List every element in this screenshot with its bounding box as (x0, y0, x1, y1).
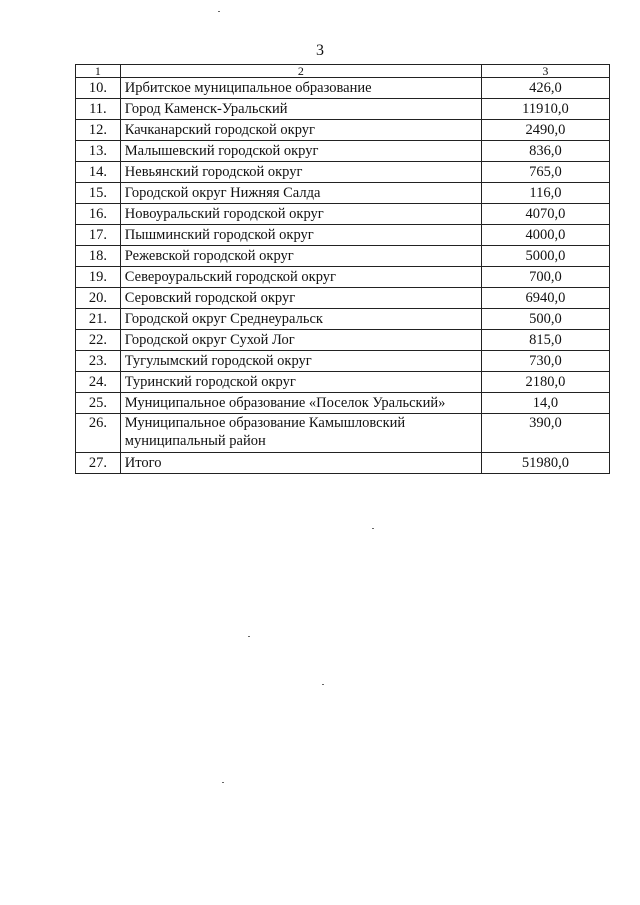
row-number: 21. (76, 309, 121, 330)
row-value: 4070,0 (481, 204, 609, 225)
row-value: 2490,0 (481, 120, 609, 141)
scan-speck (372, 528, 374, 529)
row-value: 5000,0 (481, 246, 609, 267)
table-row (76, 141, 610, 162)
row-name: Малышевский городской округ (120, 141, 481, 162)
table-row (76, 78, 610, 99)
row-number: 13. (76, 141, 121, 162)
row-value: 6940,0 (481, 288, 609, 309)
row-number: 18. (76, 246, 121, 267)
row-name: Муниципальное образование «Поселок Уральский» (120, 393, 481, 414)
scan-speck (222, 782, 224, 783)
table-row (76, 246, 610, 267)
row-number: 24. (76, 372, 121, 393)
row-value: 51980,0 (481, 453, 609, 474)
row-value: 815,0 (481, 330, 609, 351)
table-row (76, 120, 610, 141)
row-value: 2180,0 (481, 372, 609, 393)
row-number: 15. (76, 183, 121, 204)
table-row (76, 330, 610, 351)
table-row (76, 183, 610, 204)
table-row (76, 351, 610, 372)
page-number: 3 (316, 42, 324, 59)
row-value: 4000,0 (481, 225, 609, 246)
table-row-total (76, 453, 610, 474)
scan-speck (218, 11, 220, 12)
row-number: 23. (76, 351, 121, 372)
row-value: 836,0 (481, 141, 609, 162)
table-row (76, 372, 610, 393)
row-name: Городской округ Нижняя Салда (120, 183, 481, 204)
row-name: Невьянский городской округ (120, 162, 481, 183)
row-number: 17. (76, 225, 121, 246)
row-number: 20. (76, 288, 121, 309)
row-number: 22. (76, 330, 121, 351)
row-number: 11. (76, 99, 121, 120)
row-value: 730,0 (481, 351, 609, 372)
row-value: 765,0 (481, 162, 609, 183)
row-name: Город Каменск-Уральский (120, 99, 481, 120)
row-number: 19. (76, 267, 121, 288)
table-row (76, 162, 610, 183)
table-row (76, 414, 610, 453)
row-value: 500,0 (481, 309, 609, 330)
row-value: 11910,0 (481, 99, 609, 120)
row-name: Тугулымский городской округ (120, 351, 481, 372)
row-name: Ирбитское муниципальное образование (120, 78, 481, 99)
row-name: Пышминский городской округ (120, 225, 481, 246)
header-col-1: 1 (76, 65, 121, 78)
row-number: 25. (76, 393, 121, 414)
row-number: 27. (76, 453, 121, 474)
row-number: 26. (76, 414, 121, 453)
row-number: 14. (76, 162, 121, 183)
table-row (76, 393, 610, 414)
row-value: 390,0 (481, 414, 609, 453)
row-name: Городской округ Сухой Лог (120, 330, 481, 351)
row-value: 426,0 (481, 78, 609, 99)
table-row (76, 288, 610, 309)
table-header-row (76, 65, 610, 78)
table-row (76, 204, 610, 225)
row-name: Качканарский городской округ (120, 120, 481, 141)
data-table (75, 64, 610, 474)
table-row (76, 225, 610, 246)
row-name: Туринский городской округ (120, 372, 481, 393)
header-col-2: 2 (120, 65, 481, 78)
row-name: Муниципальное образование Камышловский муниципальный район (120, 414, 481, 453)
row-name: Североуральский городской округ (120, 267, 481, 288)
row-name: Итого (120, 453, 481, 474)
row-number: 10. (76, 78, 121, 99)
table-row (76, 309, 610, 330)
row-number: 12. (76, 120, 121, 141)
header-col-3: 3 (481, 65, 609, 78)
row-value: 14,0 (481, 393, 609, 414)
row-value: 700,0 (481, 267, 609, 288)
row-number: 16. (76, 204, 121, 225)
scan-speck (322, 684, 324, 685)
row-name: Городской округ Среднеуральск (120, 309, 481, 330)
table-row (76, 267, 610, 288)
table-row (76, 99, 610, 120)
row-value: 116,0 (481, 183, 609, 204)
row-name: Серовский городской округ (120, 288, 481, 309)
row-name: Новоуральский городской округ (120, 204, 481, 225)
row-name: Режевской городской округ (120, 246, 481, 267)
scan-speck (248, 636, 250, 637)
